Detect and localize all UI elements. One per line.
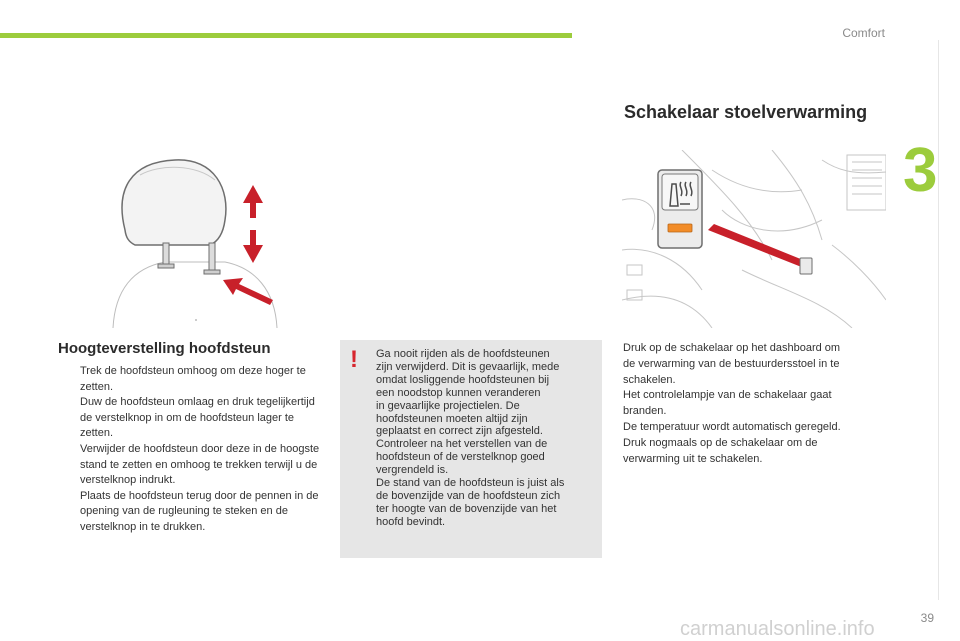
heated-seat-title: Schakelaar stoelverwarming — [624, 102, 868, 122]
chapter-number: 3 — [903, 136, 938, 205]
description-line: Druk nogmaals op de schakelaar om de — [623, 436, 818, 449]
headrest-cushion — [122, 160, 226, 245]
step-text: Trek de hoofdsteun omhoog om deze hoger te zetten. — [80, 365, 306, 393]
heater-indicator-lamp — [668, 224, 692, 232]
warning-line: vergrendeld is. — [376, 464, 449, 477]
warning-line: De stand van de hoofdsteun is juist als — [376, 477, 565, 490]
up-down-arrow-icon — [243, 185, 263, 263]
headrest-illustration — [105, 150, 285, 328]
step-text: Verwijder de hoofdsteun door deze in de hoogste stand te zetten en omhoog te trekken terwijl u de verstelknop indrukt. — [80, 442, 320, 487]
list-item — [58, 489, 322, 536]
step-text: Plaats de hoofdsteun terug door de pennen in de opening van de rugleuning te steken en de verstelknop in te drukken. — [80, 489, 319, 533]
step-text: Duw de hoofdsteun omlaag en druk tegelijkertijd de verstelknop in om de hoofdsteun lager te zetten. — [80, 396, 315, 440]
section-label: Comfort — [842, 26, 885, 40]
headrest-post-right — [209, 243, 215, 271]
warning-line: Controleer na het verstellen van de — [376, 438, 548, 451]
description-line: Het controlelampje van de schakelaar gaat — [623, 389, 832, 402]
warning-line: de bovenzijde van de hoofdsteun zich — [376, 489, 561, 502]
dashboard-illustration — [622, 150, 886, 328]
description-line: branden. — [623, 405, 667, 418]
sidebar-divider — [938, 40, 939, 600]
description-line: De temperatuur wordt automatisch geregeld. — [623, 420, 841, 433]
list-item — [58, 364, 322, 395]
warning-box — [340, 340, 602, 558]
headrest-title: Hoogteverstelling hoofdsteun — [58, 340, 271, 357]
pointer-arrow-icon — [708, 224, 808, 268]
exclamation-icon: ! — [350, 346, 358, 373]
warning-line: in gevaarlijke projectielen. De — [376, 399, 520, 412]
description-line: Druk op de schakelaar op het dashboard om — [623, 342, 841, 354]
list-item — [58, 395, 322, 442]
warning-line: hoofd bevindt. — [376, 515, 446, 528]
description-line: schakelen. — [623, 373, 676, 386]
description-line: de verwarming van de bestuurdersstoel in te — [623, 357, 840, 370]
headrest-post-left — [163, 243, 169, 265]
heated-seat-description — [623, 341, 885, 467]
warning-line: omdat losliggende hoofdsteunen bij — [376, 373, 550, 386]
description-line: verwarming uit te schakelen. — [623, 452, 763, 465]
top-accent-bar — [0, 33, 572, 38]
warning-line: een noodstop kunnen veranderen — [376, 386, 541, 399]
warning-line: zijn verwijderd. Dit is gevaarlijk, mede — [376, 360, 560, 373]
list-item — [58, 442, 322, 489]
warning-line: geplaatst en correct zijn afgesteld. — [376, 425, 543, 438]
warning-text — [376, 348, 598, 529]
warning-line: ter hoogte van de bovenzijde van het — [376, 502, 557, 515]
warning-line: hoofdsteun of de verstelknop goed — [376, 451, 545, 464]
page-number: 39 — [920, 611, 934, 625]
warning-line: Ga nooit rijden als de hoofdsteunen — [376, 348, 550, 360]
release-button-arrow-icon — [223, 278, 273, 305]
watermark: carmanualsonline.info — [680, 618, 875, 640]
dashboard-switch-location — [800, 258, 812, 274]
headrest-steps — [58, 364, 322, 536]
warning-line: hoofdsteunen moeten altijd zijn — [376, 412, 528, 425]
